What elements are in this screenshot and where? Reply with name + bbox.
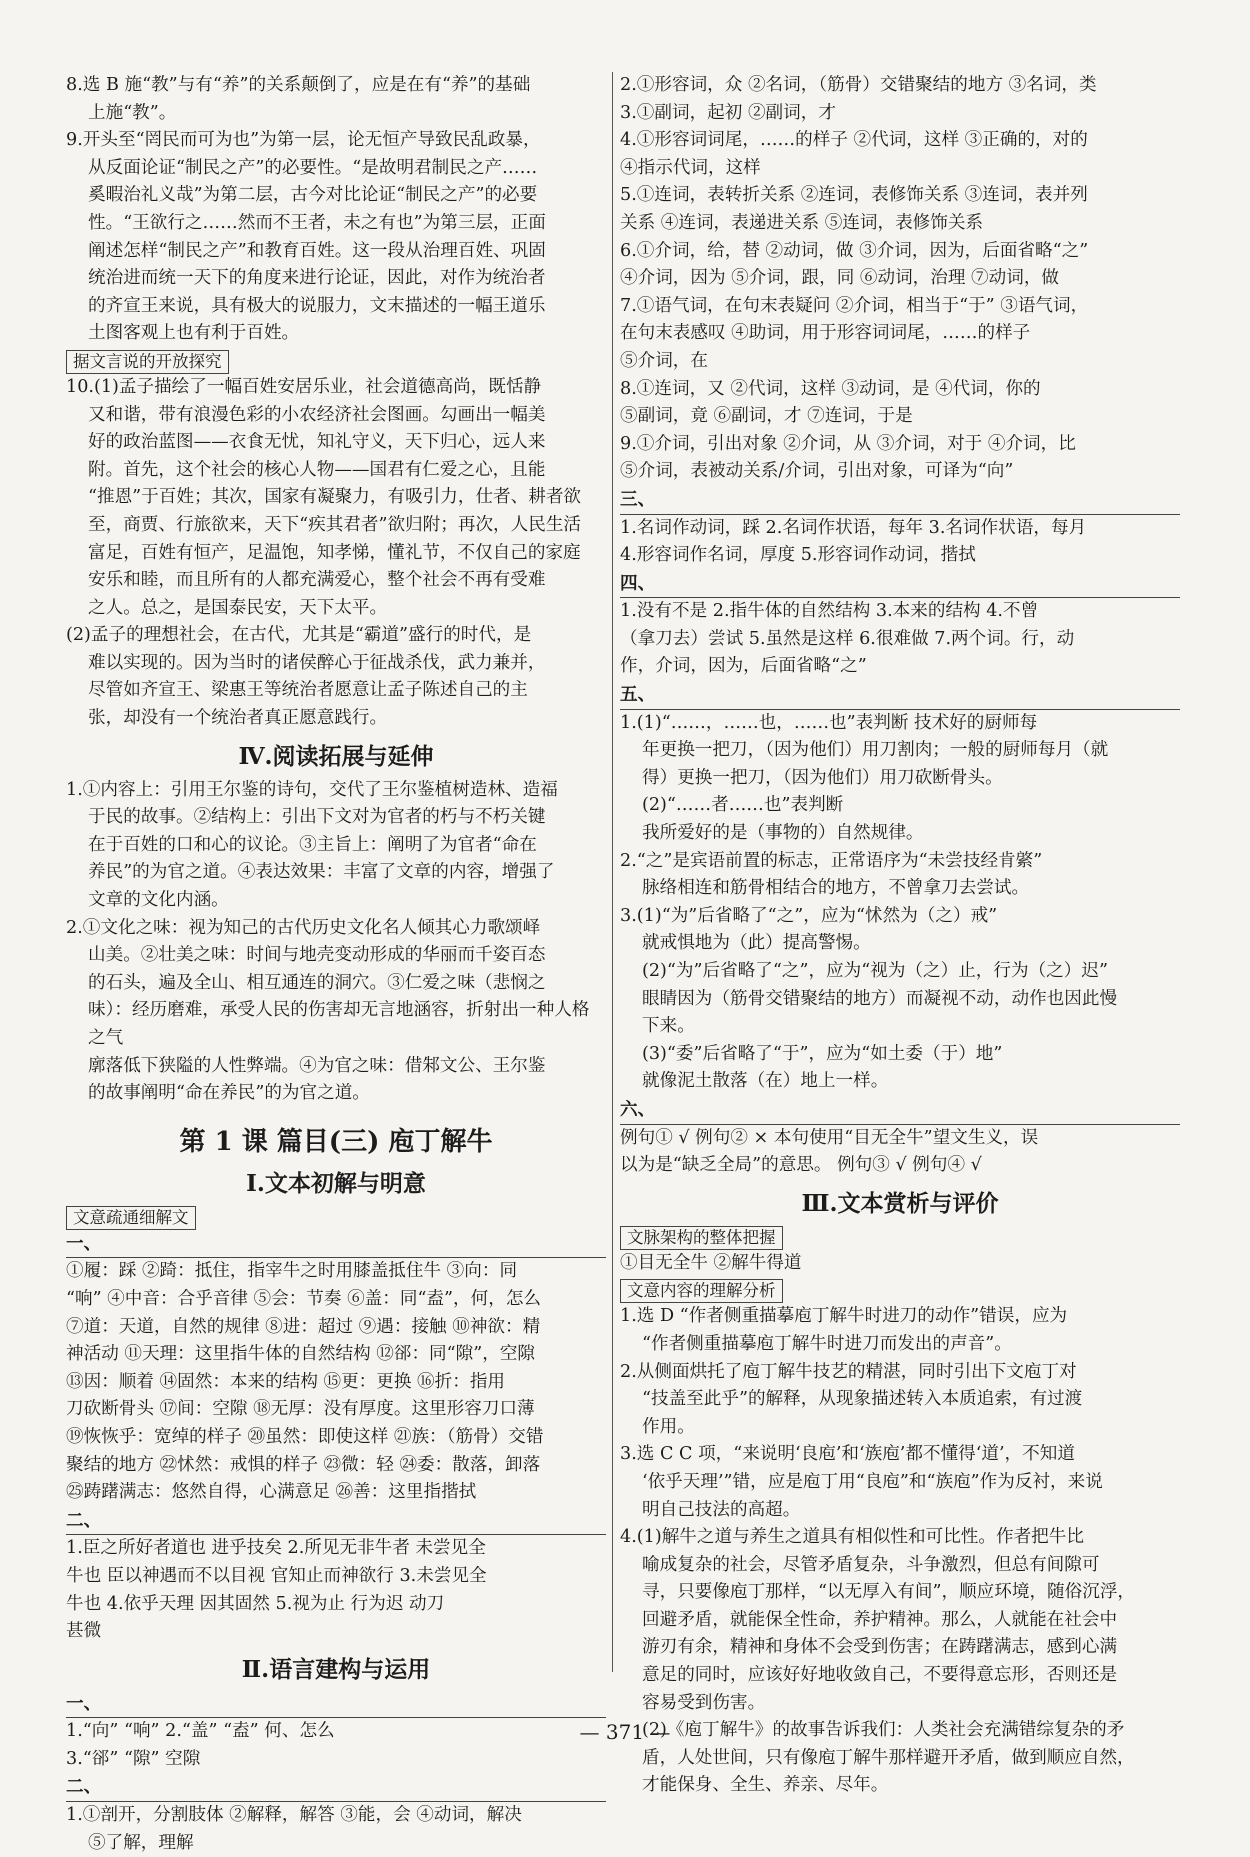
- text-line: 下来。: [642, 1016, 695, 1037]
- left-ii-er-answers: [66, 1802, 606, 1857]
- left-er-answers: [66, 1535, 606, 1645]
- text-line: 作用。: [642, 1416, 695, 1437]
- text-line: 廓落低下狭隘的人性弊端。④为官之味：借邾文公、王尔鉴: [88, 1055, 546, 1076]
- right-liu-answers: [620, 1125, 1180, 1180]
- text-line: 尽管如齐宣王、梁惠王等统治者愿意让孟子陈述自己的主: [88, 680, 528, 701]
- text-line: 于民的故事。②结构上：引出下文对为官者的朽与不朽关键: [88, 807, 546, 828]
- text-line: 2.①文化之味：视为知己的古代历史文化名人倾其心力歌颂峄: [66, 917, 541, 938]
- section-label-wenmai: 文脉架构的整体把握: [620, 1226, 783, 1250]
- text-line: 安乐和睦，而且所有的人都充满爱心，整个社会不再有受难: [88, 570, 546, 591]
- text-line: (2)“为”后省略了“之”，应为“视为（之）止，行为（之）迟”: [642, 961, 1108, 981]
- text-line: 眼睛因为（筋骨交错聚结的地方）而凝视不动，动作也因此慢: [642, 988, 1118, 1009]
- text-line: 统治进而统一天下的角度来进行论证，因此，对作为统治者: [88, 268, 546, 289]
- sub-head-wu: 五、: [620, 681, 1180, 710]
- heading-ii: Ⅱ.语言建构与运用: [241, 1655, 431, 1683]
- text-line: 4.形容词作名词，厚度 5.形容词作动词，揩拭: [620, 545, 976, 566]
- text-line: 6.①介词，给，替 ②动词，做 ③介词，因为，后面省略“之”: [620, 240, 1089, 261]
- text-line: 3.①副词，起初 ②副词，才: [620, 102, 836, 123]
- column-divider: [612, 72, 613, 1672]
- right-column: [620, 72, 1180, 1800]
- text-line: (2)《庖丁解牛》的故事告诉我们：人类社会充满错综复杂的矛: [642, 1720, 1125, 1741]
- text-line: 3.“郤” “隙” 空隙: [66, 1748, 201, 1769]
- text-line: 牛也 4.依乎天理 因其固然 5.视为止 行为迟 动刀: [66, 1593, 445, 1614]
- text-line: 1.臣之所好者道也 进乎技矣 2.所见无非牛者 未尝见全: [66, 1538, 486, 1559]
- text-line: (2)孟子的理想社会，在古代，尤其是“霸道”盛行的时代，是: [66, 625, 532, 646]
- text-line: 至，商贾、行旅欲来，天下“疾其君者”欲归附；再次，人民生活: [88, 514, 582, 535]
- right-san-answers: [620, 515, 1180, 570]
- section-label-content: 文意内容的理解分析: [620, 1279, 783, 1303]
- text-line: 性。“王欲行之……然而不王者，未之有也”为第三层，正面: [88, 212, 546, 233]
- text-line: 9.开头至“罔民而可为也”为第一层，论无恒产导致民乱政暴，: [66, 130, 541, 151]
- right-word-usage-answers: [620, 72, 1180, 486]
- sub-head-er: 二、: [66, 1507, 606, 1536]
- text-line: “技盖至此乎”的解释，从现象描述转入本质追索，有过渡: [642, 1389, 1083, 1410]
- text-line: 富足，百姓有恒产，足温饱，知孝悌，懂礼节，不仅自己的家庭: [88, 542, 581, 563]
- text-line: 4.①形容词词尾，……的样子 ②代词，这样 ③正确的，对的: [620, 130, 1088, 151]
- text-line: 游刃有余，精神和身体不会受到伤害；在踌躇满志，感到心满: [642, 1637, 1118, 1658]
- text-line: 1.没有不是 2.指牛体的自然结构 3.本来的结构 4.不曾: [620, 601, 1039, 622]
- text-line: 得）更换一把刀，（因为他们）用刀砍断骨头。: [642, 767, 1003, 788]
- text-line: 的石头，遍及全山、相互通连的洞穴。③仁爱之味（悲悯之: [88, 972, 546, 993]
- text-line: 年更换一把刀，（因为他们）用刀割肉；一般的厨师每月（就: [642, 740, 1109, 761]
- left-column: [66, 72, 606, 1857]
- text-line: 好的政治蓝图——衣食无忧，知礼守义，天下归心，远人来: [88, 432, 546, 453]
- sub-head-liu: 六、: [620, 1096, 1180, 1125]
- text-line: 3.选 C C 项，“来说明‘良庖’和‘族庖’都不懂得‘道’，不知道: [620, 1444, 1075, 1465]
- text-line: 刀砍断骨头 ⑰间：空隙 ⑱无厚：没有厚度。这里形容刀口薄: [66, 1399, 535, 1420]
- text-line: 难以实现的。因为当时的诸侯醉心于征战杀伐，武力兼并，: [88, 652, 546, 673]
- text-line: (2)“……者……也”表判断: [642, 795, 844, 816]
- text-line: 1.名词作动词，踩 2.名词作状语，每年 3.名词作状语，每月: [620, 517, 1087, 538]
- text-line: 养民”的为官之道。④表达效果：丰富了文章的内容，增强了: [88, 862, 555, 883]
- text-line: 回避矛盾，就能保全性命，养护精神。那么，人就能在社会中: [642, 1609, 1118, 1630]
- text-line: 盾，人处世间，只有像庖丁解牛那样避开矛盾，做到顺应自然，: [642, 1747, 1135, 1768]
- text-line: “推恩”于百姓；其次，国家有凝聚力，有吸引力，仕者、耕者欲: [88, 487, 582, 508]
- text-line: 从反面论证“制民之产”的必要性。“是故明君制民之产……: [88, 157, 538, 178]
- text-line: 1.①剖开，分割肢体 ②解释，解答 ③能，会 ④动词，解决: [66, 1805, 522, 1826]
- text-line: 3.(1)“为”后省略了“之”，应为“怵然为（之）戒”: [620, 905, 998, 926]
- text-line: 1.①内容上：引用王尔鉴的诗句，交代了王尔鉴植树造林、造福: [66, 779, 558, 800]
- text-line: 脉络相连和筋骨相结合的地方，不曾拿刀去尝试。: [642, 878, 1030, 899]
- text-line: ④介词，因为 ⑤介词，跟，同 ⑥动词，治理 ⑦动词，做: [620, 268, 1060, 289]
- text-line: 喻成复杂的社会，尽管矛盾复杂，斗争激烈，但总有间隙可: [642, 1554, 1100, 1575]
- text-line: 我所爱好的是（事物的）自然规律。: [642, 823, 924, 844]
- left-iv-answers: [66, 777, 606, 1108]
- lesson-title: 第 1 课 篇目(三) 庖丁解牛: [179, 1126, 493, 1157]
- text-line: 寻，只要像庖丁那样，“以无厚入有间”，顺应环境，随俗沉浮，: [642, 1582, 1136, 1603]
- sub-head-ii-yi: 一、: [66, 1690, 606, 1719]
- text-line: ⑤介词，在: [620, 350, 708, 371]
- text-line: 之人。总之，是国泰民安，天下太平。: [88, 597, 388, 618]
- text-line: 奚暇治礼义哉”为第二层，古今对比论证“制民之产”的必要: [88, 185, 538, 206]
- page-number: — 371 —: [579, 1720, 671, 1744]
- heading-iv: Ⅳ.阅读拓展与延伸: [238, 742, 434, 770]
- text-line: 作，介词，因为，后面省略“之”: [620, 656, 867, 677]
- text-line: ⑤了解，理解: [88, 1832, 194, 1853]
- text-line: 味）：经历磨难，承受人民的伤害却无言地涵容，折射出一种人格之气: [88, 1000, 590, 1048]
- text-line: （拿刀去）尝试 5.虽然是这样 6.很难做 7.两个词。行，动: [620, 628, 1075, 649]
- sub-head-ii-er: 二、: [66, 1773, 606, 1802]
- text-line: 5.①连词，表转折关系 ②连词，表修饰关系 ③连词，表并列: [620, 185, 1088, 206]
- text-line: 上施“教”。: [88, 102, 177, 123]
- text-line: ⑬因：顺着 ⑭固然：本来的结构 ⑮更：更换 ⑯折：指用: [66, 1371, 506, 1392]
- text-line: 就戒惧地为（此）提高警惕。: [642, 933, 871, 954]
- text-line: 8.选 B 施“教”与有“养”的关系颠倒了，应是在有“养”的基础: [66, 75, 531, 95]
- text-line: 1.“向” “响” 2.“盖” “盍” 何、怎么: [66, 1721, 335, 1742]
- text-line: 关系 ④连词，表递进关系 ⑤连词，表修饰关系: [620, 212, 984, 233]
- heading-iii: Ⅲ.文本赏析与评价: [801, 1189, 999, 1217]
- text-line: 又和谐，带有浪漫色彩的小农经济社会图画。勾画出一幅美: [88, 404, 546, 425]
- text-line: 的齐宣王来说，具有极大的说服力，文末描述的一幅王道乐: [88, 295, 546, 316]
- text-line: 牛也 臣以神遇而不以目视 官知止而神欲行 3.未尝见全: [66, 1565, 487, 1586]
- text-line: 甚微: [66, 1621, 102, 1642]
- section-label-open-inquiry: 据文言说的开放探究: [66, 350, 229, 374]
- text-line: 附。首先，这个社会的核心人物——国君有仁爱之心，且能: [88, 459, 546, 480]
- section-label-wenyi: 文意疏通细解文: [66, 1206, 196, 1230]
- text-line: 4.(1)解牛之道与养生之道具有相似性和可比性。作者把牛比: [620, 1527, 1084, 1548]
- text-line: ㉕踌躇满志：悠然自得，心满意足 ㉖善：这里指揩拭: [66, 1482, 477, 1503]
- text-line: 明自己技法的高超。: [642, 1499, 801, 1520]
- text-line: 张，却没有一个统治者真正愿意践行。: [88, 708, 388, 729]
- text-line: 才能保身、全生、养亲、尽年。: [642, 1775, 889, 1796]
- left-answer-10: [66, 374, 606, 733]
- text-line: 10.(1)孟子描绘了一幅百姓安居乐业，社会道德高尚，既恬静: [66, 376, 542, 397]
- text-line: 2.从侧面烘托了庖丁解牛技艺的精湛，同时引出下文庖丁对: [620, 1361, 1077, 1382]
- text-line: ⑦道：天道，自然的规律 ⑧进：超过 ⑨遇：接触 ⑩神欲：精: [66, 1316, 541, 1337]
- text-line: 文章的文化内涵。: [88, 890, 229, 911]
- text-line: 聚结的地方 ㉒怵然：戒惧的样子 ㉓微：轻 ㉔委：散落，卸落: [66, 1454, 541, 1475]
- text-line: ④指示代词，这样: [620, 157, 761, 178]
- text-line: 在于百姓的口和心的议论。③主旨上：阐明了为官者“命在: [88, 834, 537, 855]
- text-line: (3)“委”后省略了“于”，应为“如土委（于）地”: [642, 1043, 1003, 1064]
- sub-head-yi: 一、: [66, 1230, 606, 1259]
- text-line: 的故事阐明“命在养民”的为官之道。: [88, 1083, 370, 1104]
- text-line: 1.选 D “作者侧重描摹庖丁解牛时进刀的动作”错误，应为: [620, 1306, 1068, 1327]
- text-line: “作者侧重描摹庖丁解牛时进刀而发出的声音”。: [642, 1333, 1012, 1354]
- sub-head-san: 三、: [620, 486, 1180, 515]
- text-line: 9.①介词，引出对象 ②介词，从 ③介词，对于 ④介词，比: [620, 433, 1076, 454]
- text-line: 神活动 ⑪天理：这里指牛体的自然结构 ⑫郤：同“隙”，空隙: [66, 1344, 536, 1365]
- text-line: 在句末表感叹 ④助词，用于形容词词尾，……的样子: [620, 323, 1031, 344]
- text-line: ①履：踩 ②踦：抵住，指宰牛之时用膝盖抵住牛 ③向：同: [66, 1261, 518, 1282]
- wenmai-answer: ①目无全牛 ②解牛得道: [620, 1252, 802, 1273]
- text-line: 土图客观上也有利于百姓。: [88, 323, 300, 344]
- text-line: 就像泥土散落（在）地上一样。: [642, 1071, 889, 1092]
- text-line: 7.①语气词，在句末表疑问 ②介词，相当于“于” ③语气词，: [620, 295, 1089, 316]
- text-line: ⑲恢恢乎：宽绰的样子 ⑳虽然：即使这样 ㉑族：（筋骨）交错: [66, 1426, 544, 1447]
- text-line: 2.“之”是宾语前置的标志，正常语序为“未尝技经肯綮”: [620, 850, 1043, 871]
- text-line: ⑤副词，竟 ⑥副词，才 ⑦连词，于是: [620, 406, 913, 427]
- left-yi-glossary: [66, 1258, 606, 1506]
- left-answers-8-9: [66, 72, 606, 348]
- sub-head-si: 四、: [620, 570, 1180, 599]
- text-line: 以为是“缺乏全局”的意思。 例句③ √ 例句④ √: [620, 1155, 982, 1176]
- text-line: ⑤介词，表被动关系/介词，引出对象，可译为“向”: [620, 461, 1014, 482]
- text-line: 阐述怎样“制民之产”和教育百姓。这一段从治理百姓、巩固: [88, 240, 546, 261]
- right-si-answers: [620, 598, 1180, 681]
- text-line: 2.①形容词，众 ②名词，（筋骨）交错聚结的地方 ③名词，类: [620, 75, 1097, 95]
- text-line: 8.①连词，又 ②代词，这样 ③动词，是 ④代词，你的: [620, 378, 1041, 399]
- heading-i: Ⅰ.文本初解与明意: [246, 1169, 426, 1197]
- text-line: ‘依乎天理’”错，应是庖丁用“良庖”和“族庖”作为反衬，来说: [642, 1471, 1103, 1492]
- text-line: 例句① √ 例句② × 本句使用“目无全牛”望文生义，误: [620, 1127, 1039, 1148]
- text-line: 1.(1)“……，……也，……也”表判断 技术好的厨师每: [620, 712, 1038, 733]
- right-wu-answers: [620, 710, 1180, 1096]
- text-line: 容易受到伤害。: [642, 1692, 766, 1713]
- text-line: 山美。②壮美之味：时间与地壳变动形成的华丽而千姿百态: [88, 945, 546, 966]
- text-line: “响” ④中音：合乎音律 ⑤会：节奏 ⑥盖：同“盍”，何，怎么: [66, 1288, 542, 1309]
- text-line: 意足的同时，应该好好地收敛自己，不要得意忘形，否则还是: [642, 1665, 1118, 1686]
